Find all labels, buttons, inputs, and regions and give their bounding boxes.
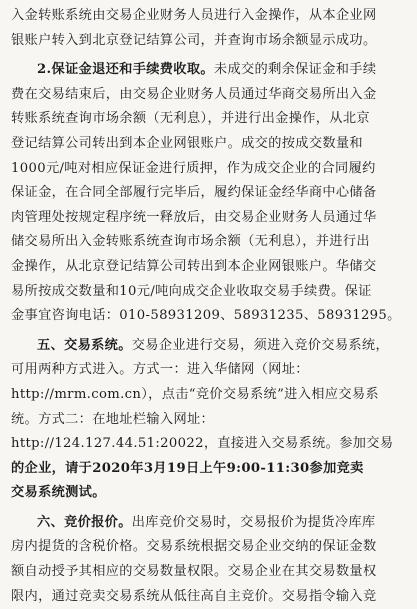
text-run: 出库竞价交易时，交易报价为提货冷库库 [131,514,376,530]
paragraph-first-line [11,511,408,536]
text-line: http://124.127.44.51:20022，直接进入交易系统。参加交易 [11,436,394,452]
text-line: 储交易所出入金转账系统查询市场余额（无利息），并进行出 [11,234,370,250]
paragraph-deposit-refund [11,58,408,329]
text-line: 额自动授予其相应的交易数量权限。交易企业在其交易数量权 [11,564,377,580]
text-line: 银账户转入到北京登记结算公司，并查询市场余额显示成功。 [11,32,377,48]
text-line: 1000元/吨对相应保证金进行质押，作为成交企业的合同履约 [11,160,376,176]
text-line: 肉管理处按规定程序统一释放后，由交易企业财务人员通过华 [11,209,377,225]
text-line: 登记结算公司转出到本企业网银账户。成交的按成交数量和 [11,135,363,151]
text-line: 金事宜咨询电话：010-58931209、58931235、58931295。 [11,308,401,324]
text-line: 保证金，在合同全部履行完毕后，履约保证金经华商中心储备 [11,185,377,201]
paragraph-first-line [11,334,408,359]
section-heading: 五、交易系统。 [37,337,132,353]
text-line: 限内，通过竞卖交易系统从低往高自主竞价。交易指令输入竞 [11,588,377,604]
paragraph-trading-system [11,334,408,506]
text-line: 房内提货的含税价格。交易系统根据交易企业交纳的保证金数 [11,539,377,555]
paragraph-bidding [11,511,408,609]
text-line: 金操作，从北京登记结算公司转出到本企业网银账户。华储交 [11,258,377,274]
text-line: http://mrm.com.cn），点击“竞价交易系统”进入相应交易系 [11,386,379,402]
section-heading: 六、竞价报价。 [37,514,132,530]
text-line: 可用两种方式进入。方式一：进入华储网（网址： [11,362,309,378]
paragraph-first-line [11,58,408,83]
text-line: 交易系统测试。 [11,485,106,501]
paragraph-transfer-continued [11,4,408,53]
text-line: 的企业，请于2020年3月19日上午9:00-11:30参加竞卖 [11,460,364,476]
text-line: 入金转账系统由交易企业财务人员进行入金操作，从本企业网 [11,8,377,23]
text-line: 易所按成交数量和10元/吨向成交企业收取交易手续费。保证 [11,283,372,299]
text-line: 费在交易结束后，由交易企业财务人员通过华商交易所出入金 [11,86,377,102]
text-line: 统。方式二：在地址栏输入网址： [11,411,215,427]
text-line: 转账系统查询市场余额（无利息），并进行出金操作，从北京 [11,111,370,127]
section-heading: 2.保证金退还和手续费收取。 [37,62,214,78]
text-run: 交易企业进行交易，须进入竞价交易系统， [131,337,389,353]
text-run: 未成交的剩余保证金和手续 [213,62,377,78]
